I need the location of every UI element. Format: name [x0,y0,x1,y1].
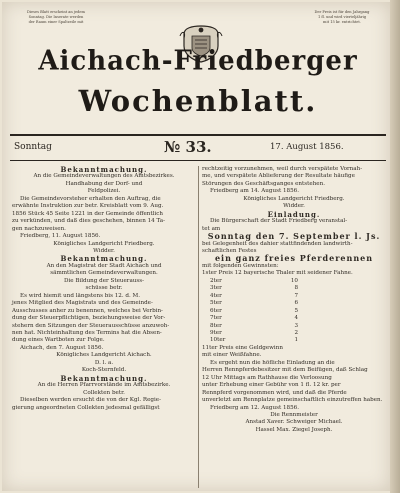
text-line: Königliches Landgericht Friedberg. [243,195,345,202]
text-line: unverletzt am Rennplatze gemeinschaftlich einzutreffen haben. [202,397,383,404]
prize-amount: 2 [294,329,298,336]
text-line: zu verkünden, und daß dies geschehen, binnen 14 Ta- [12,218,166,225]
text-line: Rennpferd vorgenommen wird, und daß die Pferde [202,389,347,396]
text-line: Die Bildung der Steuerauss- [63,277,145,284]
section-heading: Bekanntmachung. [60,165,148,174]
event-highlight: Sonntag den 7. September l. Js. [207,231,381,242]
prize-amount: 8 [294,285,298,292]
text-line: Friedberg, 11. August 1856. [20,233,101,240]
prize-place: 6ter [210,307,222,314]
text-line: Widder. [283,203,305,210]
text-line: schüsse betr. [85,285,123,292]
text-line: Die Rennmeister [270,411,318,418]
text-line: Königliches Landgericht Aichach. [56,352,152,359]
text-line: jenes Mitglied des Magistrats und des Gemeinde- [12,300,153,307]
prize-list [202,278,386,345]
text-line: sämmtlichen Gemeindeverwaltungen. [50,270,158,277]
text-line: Aichach, den 7. August 1856. [20,344,104,351]
price-info-line: 1 fl. und wird vierteljährig [317,15,367,20]
text-line: Handhabung der Dorf- und [65,180,143,187]
section-heading: Bekanntmachung. [60,254,148,264]
prize-row [202,308,386,315]
text-line: Störungen des Geschäftsganges entstehen. [202,180,325,187]
text-line: An den Magistrat der Stadt Aichach und [46,262,162,269]
subscription-info-line: Dieses Blatt erscheint an jedem [27,10,85,14]
text-line: Koch-Sternfeld. [81,367,127,374]
text-line: 1856 Stück 45 Seite 1221 in der Gemeinde öffentlich [12,210,163,217]
prize-row [202,337,386,344]
text-line: gierung angeordneten Collekten jedesmal gefälligst [12,404,160,411]
left-column [12,166,196,412]
prize-place: 8ter [210,322,222,329]
section-heading: Einladung. [267,209,321,219]
dateline-rule [10,160,386,161]
text-line: Hassel Max. Ziegel Joseph. [255,426,333,433]
page-edge [390,0,400,493]
subscription-info-box [10,10,102,26]
text-line: gen nachzuweisen. [12,225,66,232]
subscription-info-line: der Raum einer Spaltzeile mit [28,20,84,25]
text-line: Herren Rennpferdebesitzer mit dem Beifügen, daß Schlag [202,367,368,374]
right-column-top [202,166,386,278]
text-line: Feldpolizei. [87,188,121,195]
text-line: Anstad Xaver. Schweiger Michael. [245,419,343,426]
issue-number: № 33. [164,138,212,156]
text-line: Ausschusses anher zu benennen, welches bei Verbin- [12,307,163,314]
prize-place: 3ter [210,285,222,292]
prize-amount: 6 [294,300,298,307]
text-line: dung der Steuerpflichtigen, beziehungsweise der Vor- [12,315,166,322]
text-line: Die Gemeindevorsteher erhalten den Auftrag, die [20,195,161,202]
right-column [202,166,386,434]
text-line: stehern den Sitzungen der Steuerausschüsse anzuwoh- [12,322,170,329]
event-highlight: ein ganz freies Pferderennen [214,253,374,264]
prize-place: 2ter [210,277,222,284]
prize-amount: 3 [294,322,298,329]
prize-place: 9ter [210,329,222,336]
issue-day: Sonntag [14,142,52,152]
text-line: Friedberg am 14. August 1856. [210,188,299,195]
text-line: schaftlichen Festes [202,247,257,254]
text-line: me, und verspätete Ablieferung der Resultate häufige [202,173,355,180]
text-line: Die Bürgerschaft der Stadt Friedberg veranstal- [210,218,348,225]
text-line: rechtzeitig vorzunehmen, weil durch verspätete Vornah- [202,166,363,172]
text-line: Königliches Landgericht Friedberg. [53,240,155,247]
text-line: D. l. a. [94,359,114,366]
text-line: mit einer Weißfahne. [202,352,262,359]
price-info-line: Der Preis ist für den Jahrgang [314,10,370,14]
text-line: An die Gemeindeverwaltungen des Amtsbezirkes. [33,173,175,180]
masthead-title-line1: Aichach-Friedberger [38,45,358,77]
prize-row [202,315,386,322]
text-line: Friedberg am 12. August 1856. [210,404,299,411]
section-heading: Bekanntmachung. [60,373,148,383]
prize-place: 4ter [210,292,222,299]
masthead-rule [10,134,386,136]
price-info-box [296,10,388,26]
prize-amount: 7 [294,292,298,299]
prize-amount: 5 [294,307,298,314]
prize-place: 10ter [210,337,226,344]
subscription-info-line: Sonntag. Die Inserate werden [28,15,84,20]
text-line: unter Erhebung einer Gebühr von 1 fl. 12 kr. per [202,382,341,389]
text-line: erwähnte Instruktion zur betr. Kreisblatt vom 9. Aug. [12,203,164,210]
prize-place: 7ter [210,315,222,322]
prize-row [202,278,386,285]
text-line: dung eines Wartboten zur Folge. [12,337,105,344]
text-line: 12 Uhr Mittags am Rathhause die Verloosung [202,374,332,381]
text-line: 11ter Preis eine Geldgewinn [202,344,283,351]
prize-row [202,293,386,300]
text-line: Dieselben werden ersucht die von der Kgl. Regie- [20,397,161,404]
price-info-line: mit 15 kr. entrichtet. [323,20,361,25]
text-line: bei Gelegenheit des dahier stattfindenden landwirth- [202,240,353,247]
text-line: Collekten betr. [83,389,125,396]
newspaper-page [2,2,390,491]
text-line: Widder. [93,247,115,254]
issue-date: 17. August 1856. [270,142,344,152]
prize-row [202,300,386,307]
prize-row [202,323,386,330]
text-line: nen hat. Nichteinhaltung des Termins hat die Absen- [12,329,162,336]
text-line: mit folgenden Gewinnsten: [202,262,279,269]
prize-amount: 4 [294,315,298,322]
prize-place: 5ter [210,300,222,307]
text-line: Es ergeht nun die höfliche Einladung an die [210,359,335,366]
masthead-title-line2: Wochenblatt. [78,84,318,118]
prize-row [202,285,386,292]
text-line: Es wird hiemit und längstens bis 12. d. M. [20,292,141,299]
column-divider [198,166,199,488]
prize-amount: 10 [290,277,298,284]
prize-row [202,330,386,337]
right-column-bottom [202,345,386,434]
text-line: An die Herren Pfarrvorstände im Amtsbezirke. [37,382,171,389]
text-line: tet am [202,225,221,232]
prize-amount: 1 [294,337,298,344]
text-line: 1ster Preis 12 bayerische Thaler mit seidener Fahne. [202,270,353,277]
